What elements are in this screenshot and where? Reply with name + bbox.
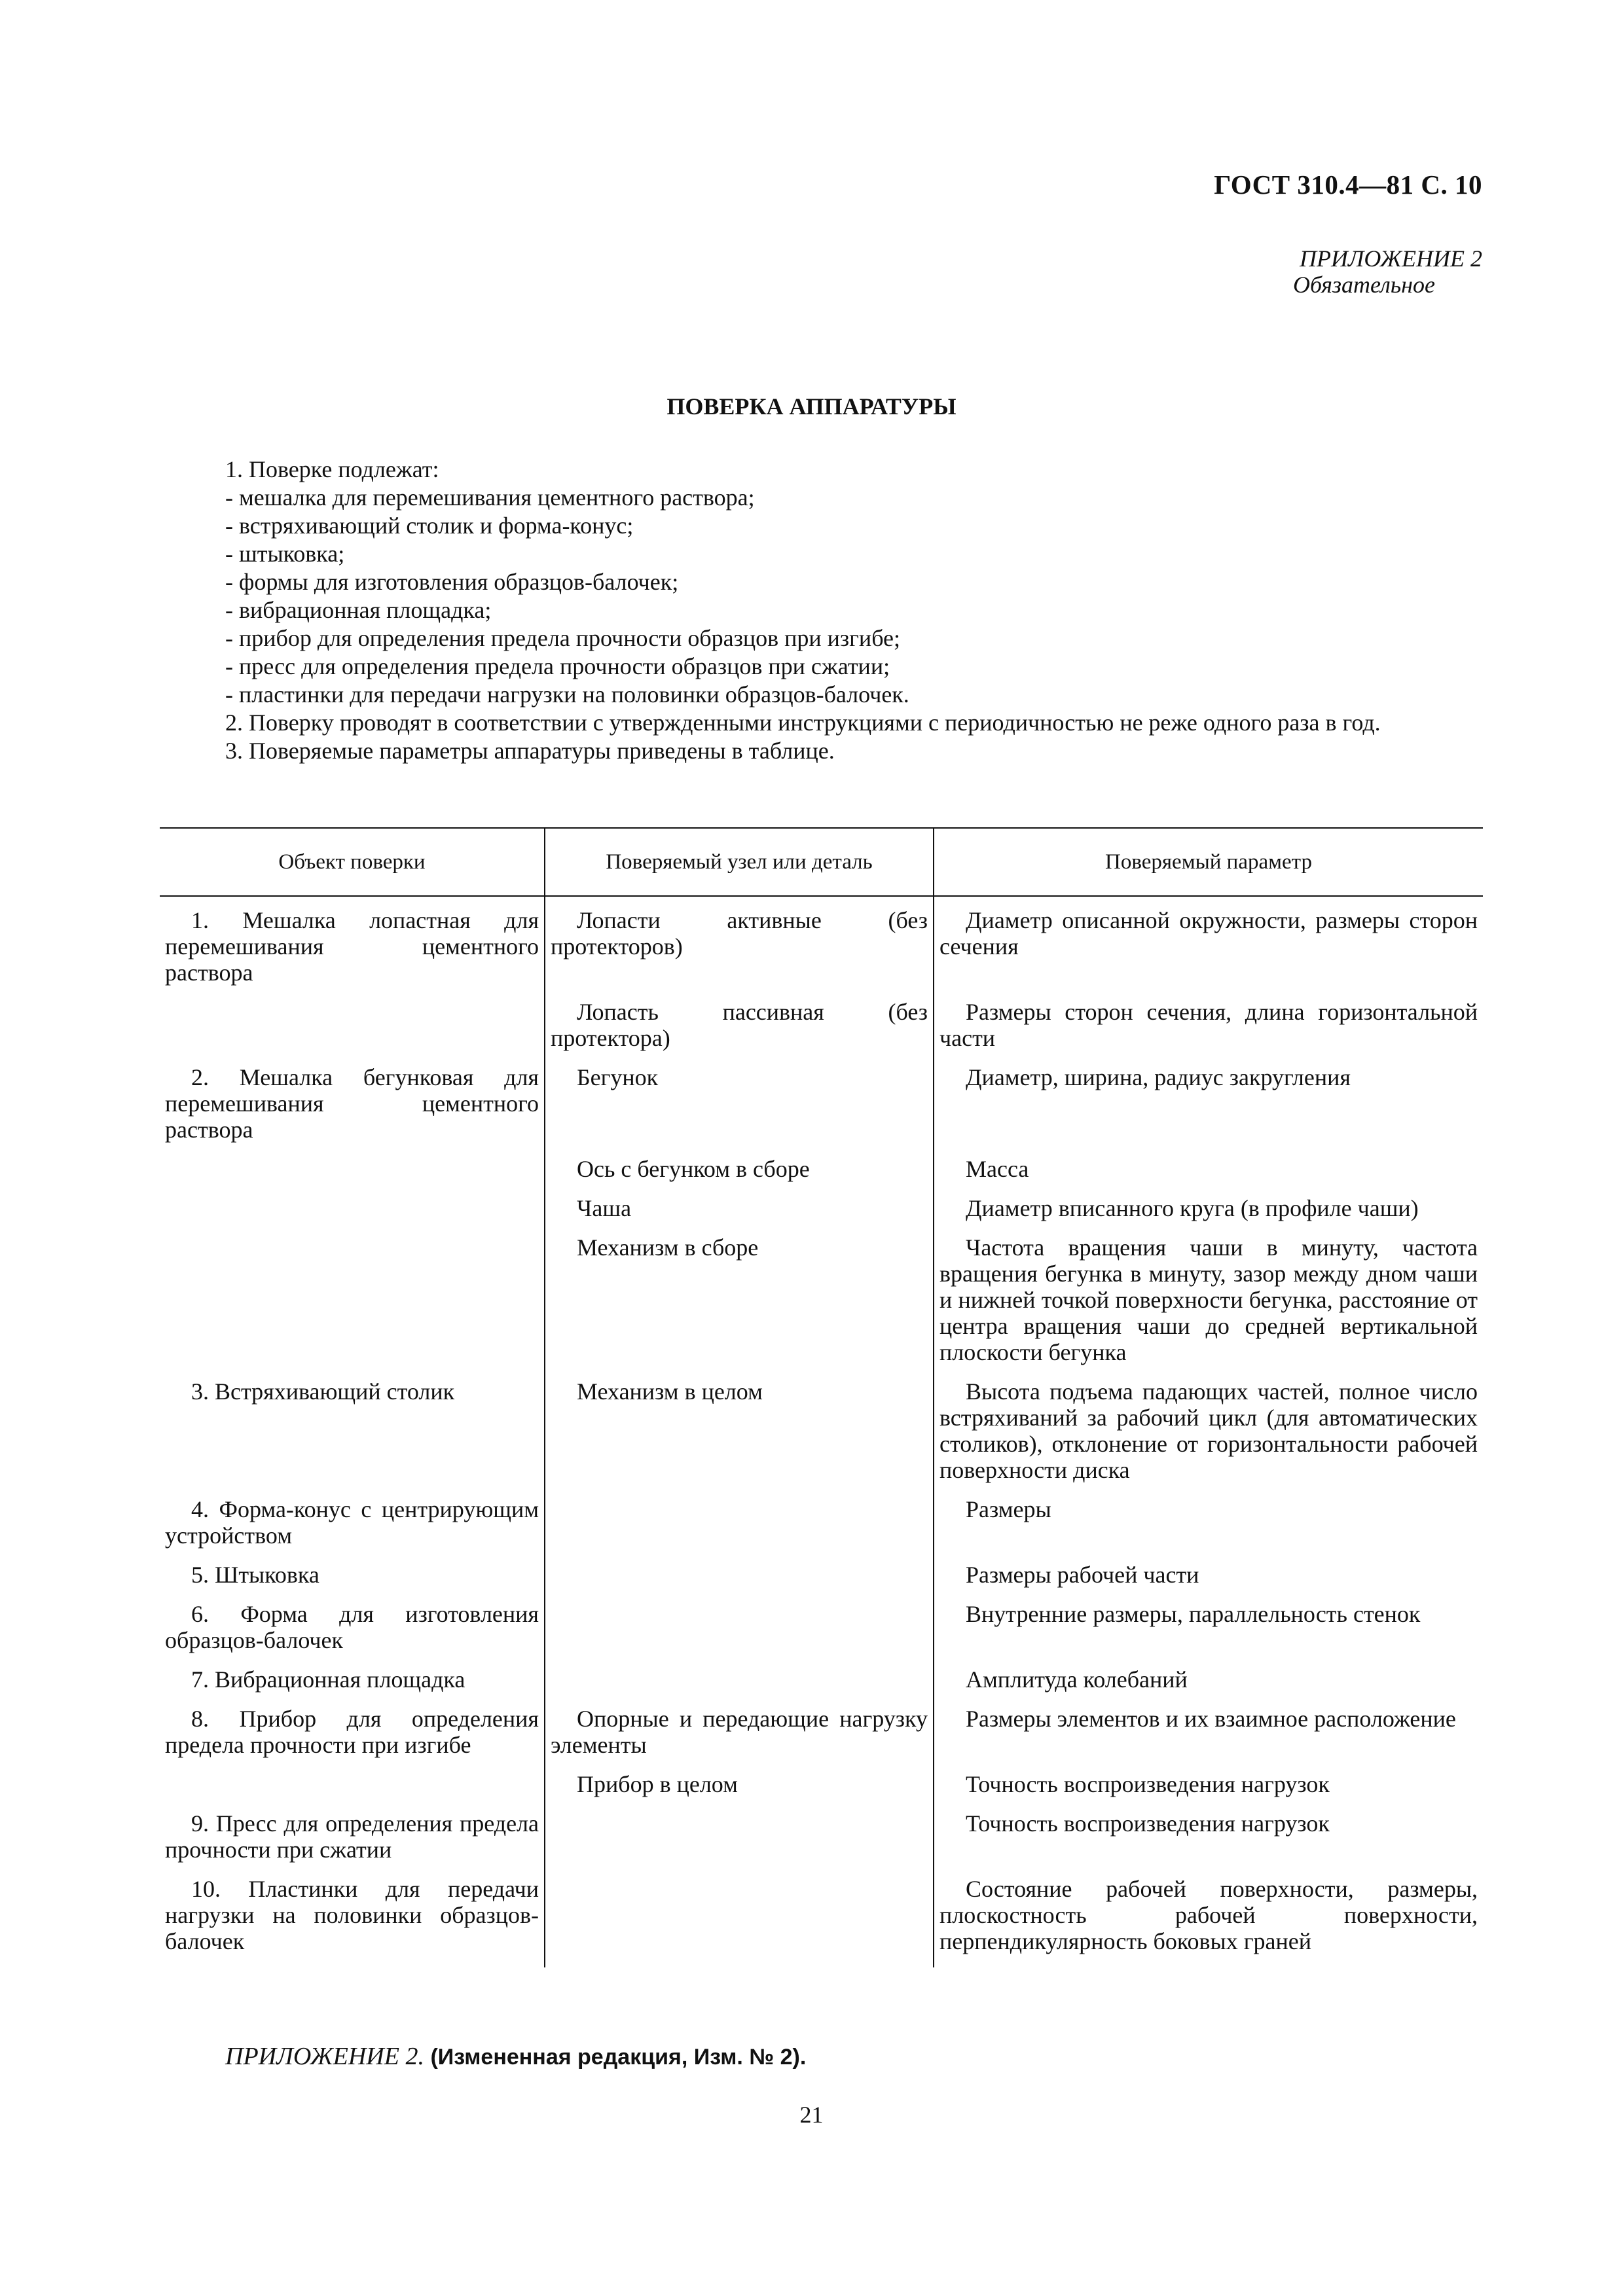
amendment-appendix-ref: ПРИЛОЖЕНИЕ 2.: [225, 2043, 424, 2070]
cell-node: Лопасть пассивная (без протектора): [545, 999, 934, 1064]
items-list: [160, 484, 1483, 709]
header-object: Объект поверки: [160, 828, 545, 896]
cell-parameter: Высота подъема падающих частей, полное число встряхиваний за рабочий цикл (для автоматических столиков), отклонение от горизонтальности рабочей поверхности диска: [934, 1378, 1483, 1496]
table-row: [160, 1064, 1483, 1156]
table-row: [160, 1156, 1483, 1195]
header-node: Поверяемый узел или деталь: [545, 828, 934, 896]
list-item: - вибрационная площадка;: [225, 597, 492, 623]
appendix-status: Обязательное: [1293, 272, 1435, 298]
list-item: - штыковка;: [225, 541, 345, 567]
table-row: [160, 1601, 1483, 1666]
paragraph-1: 1. Поверке подлежат:: [225, 456, 439, 482]
cell-object: 1. Мешалка лопастная для перемешивания цементного раствора: [165, 907, 539, 986]
table-row: [160, 1496, 1483, 1562]
cell-object: [160, 1234, 545, 1378]
cell-object: [160, 1771, 545, 1810]
cell-object: 6. Форма для изготовления образцов-балочек: [165, 1601, 539, 1653]
cell-object: [160, 1195, 545, 1234]
cell-parameter: Амплитуда колебаний: [934, 1666, 1483, 1706]
cell-parameter: Размеры: [934, 1496, 1483, 1562]
cell-node: Механизм в сборе: [545, 1234, 934, 1378]
table-row: [160, 1810, 1483, 1876]
cell-object: 3. Встряхивающий столик: [191, 1378, 455, 1405]
page-number: 21: [799, 2102, 824, 2128]
table-row: [160, 1666, 1483, 1706]
cell-object: 2. Мешалка бегунковая для перемешивания цементного раствора: [165, 1064, 539, 1143]
document-code-header: ГОСТ 310.4—81 С. 10: [1214, 170, 1482, 200]
cell-parameter: Диаметр, ширина, радиус закругления: [934, 1064, 1483, 1156]
cell-parameter: Размеры элементов и их взаимное расположение: [934, 1706, 1483, 1771]
cell-object: [160, 1156, 545, 1195]
cell-node: [545, 1562, 934, 1601]
list-item: - прибор для определения предела прочности образцов при изгибе;: [225, 625, 901, 651]
table-row: [160, 999, 1483, 1064]
cell-node: Механизм в целом: [545, 1378, 934, 1496]
cell-parameter: Точность воспроизведения нагрузок: [934, 1810, 1483, 1876]
table-row: [160, 896, 1483, 999]
table-row: [160, 1562, 1483, 1601]
list-item: - пластинки для передачи нагрузки на половинки образцов-балочек.: [225, 681, 909, 708]
header-parameter: Поверяемый параметр: [934, 828, 1483, 896]
list-item: - встряхивающий столик и форма-конус;: [225, 512, 634, 539]
appendix-label: [1293, 245, 1482, 298]
amendment-edition: (Измененная редакция, Изм. № 2).: [430, 2045, 807, 2070]
cell-node: Бегунок: [545, 1064, 934, 1156]
table-row: [160, 1876, 1483, 1967]
cell-node: [545, 1876, 934, 1967]
cell-object: 4. Форма-конус с центрирующим устройством: [165, 1496, 539, 1549]
cell-node: Ось с бегунком в сборе: [545, 1156, 934, 1195]
cell-object: 10. Пластинки для передачи нагрузки на половинки образцов-балочек: [165, 1876, 539, 1954]
verification-table: [160, 827, 1483, 1967]
cell-object: [160, 999, 545, 1064]
cell-parameter: Диаметр вписанного круга (в профиле чаши): [934, 1195, 1483, 1234]
table-row: [160, 1234, 1483, 1378]
cell-parameter: Частота вращения чаши в минуту, частота вращения бегунка в минуту, зазор между дном чаши и нижней точкой поверхности бегунка, расстояние от центра вращения чаши до средней вертикальной плоскости бегунка: [934, 1234, 1483, 1378]
cell-node: Опорные и передающие нагрузку элементы: [545, 1706, 934, 1771]
table-row: [160, 1195, 1483, 1234]
table-body: [160, 896, 1483, 1967]
table-row: [160, 1771, 1483, 1810]
cell-parameter: Диаметр описанной окружности, размеры сторон сечения: [934, 896, 1483, 999]
cell-parameter: Состояние рабочей поверхности, размеры, плоскостность рабочей поверхности, перпендикулярность боковых граней: [934, 1876, 1483, 1967]
cell-node: [545, 1601, 934, 1666]
cell-parameter: Точность воспроизведения нагрузок: [934, 1771, 1483, 1810]
list-item: - мешалка для перемешивания цементного раствора;: [225, 484, 755, 511]
cell-node: Лопасти активные (без протекторов): [545, 896, 934, 999]
cell-parameter: Внутренние размеры, параллельность стенок: [934, 1601, 1483, 1666]
paragraph-3: 3. Поверяемые параметры аппаратуры приведены в таблице.: [225, 738, 835, 764]
paragraph-2: 2. Поверку проводят в соответствии с утвержденными инструкциями с периодичностью не реже одного раза в год.: [225, 709, 1381, 736]
body-text: [160, 456, 1483, 765]
cell-object: 9. Пресс для определения предела прочности при сжатии: [165, 1810, 539, 1863]
list-item: - формы для изготовления образцов-балочек;: [225, 569, 679, 595]
section-title: ПОВЕРКА АППАРАТУРЫ: [666, 393, 957, 420]
cell-node: Чаша: [545, 1195, 934, 1234]
cell-parameter: Размеры рабочей части: [934, 1562, 1483, 1601]
cell-parameter: Размеры сторон сечения, длина горизонтальной части: [934, 999, 1483, 1064]
table-row: [160, 1706, 1483, 1771]
cell-parameter: Масса: [934, 1156, 1483, 1195]
table-row: [160, 1378, 1483, 1496]
list-item: - пресс для определения предела прочности образцов при сжатии;: [225, 653, 890, 679]
cell-node: [545, 1496, 934, 1562]
cell-object: 5. Штыковка: [191, 1562, 319, 1588]
cell-object: 8. Прибор для определения предела прочности при изгибе: [165, 1706, 539, 1758]
cell-node: Прибор в целом: [545, 1771, 934, 1810]
cell-node: [545, 1810, 934, 1876]
appendix-title: ПРИЛОЖЕНИЕ 2: [1300, 245, 1482, 272]
cell-node: [545, 1666, 934, 1706]
table-header-row: [160, 828, 1483, 896]
amendment-note: [225, 2042, 806, 2071]
cell-object: 7. Вибрационная площадка: [191, 1666, 465, 1693]
